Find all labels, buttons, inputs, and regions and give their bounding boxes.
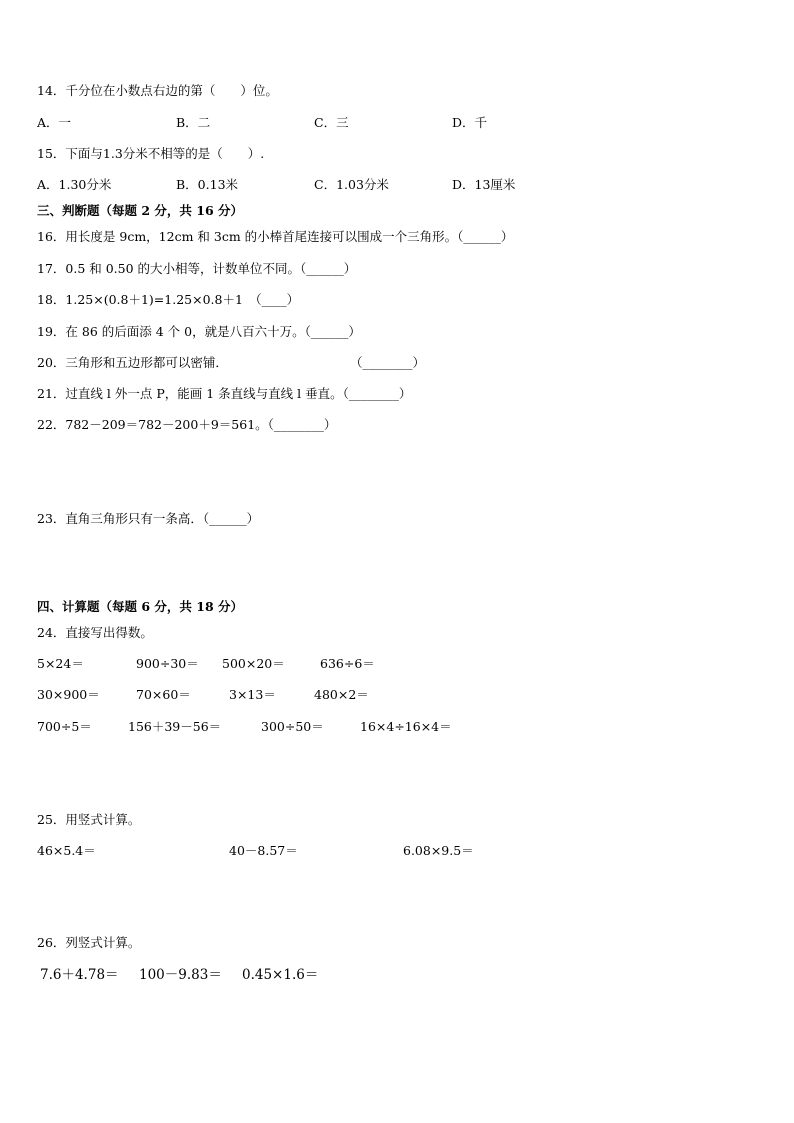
question-25-stem: 25．用竖式计算。 (37, 812, 141, 827)
question-15-option-d: D．13厘米 (452, 177, 516, 192)
question-14-option-c: C．三 (314, 115, 349, 130)
question-22: 22．782－209＝782－200＋9＝561。（________） (37, 417, 337, 432)
question-17: 17．0.5 和 0.50 的大小相等，计数单位不同。（______） (37, 261, 357, 276)
question-14-option-d: D．千 (452, 115, 488, 130)
q24-problem: 70×60＝ (136, 687, 191, 702)
section-4-heading: 四、计算题（每题 6 分，共 18 分） (37, 599, 244, 614)
question-21: 21．过直线 l 外一点 P，能画 1 条直线与直线 l 垂直。（________） (37, 386, 412, 401)
question-23: 23．直角三角形只有一条高．（______） (37, 511, 260, 526)
q25-problem: 46×5.4＝ (37, 843, 96, 858)
question-15-option-a: A．1.30分米 (37, 177, 112, 192)
question-15-option-b: B．0.13米 (176, 177, 239, 192)
question-19: 19．在 86 的后面添 4 个 0，就是八百六十万。（______） (37, 324, 361, 339)
q24-problem: 300÷50＝ (261, 719, 324, 734)
section-3-heading: 三、判断题（每题 2 分，共 16 分） (37, 203, 244, 218)
q25-problem: 6.08×9.5＝ (403, 843, 474, 858)
q25-problem: 40－8.57＝ (229, 843, 298, 858)
question-20-answer-blank: （________） (350, 355, 426, 370)
q24-problem: 700÷5＝ (37, 719, 92, 734)
q24-problem: 500×20＝ (222, 656, 285, 671)
question-18: 18．1.25×(0.8＋1)=1.25×0.8＋1 （____） (37, 292, 300, 307)
q24-problem: 156＋39－56＝ (128, 719, 222, 734)
q24-problem: 636÷6＝ (320, 656, 375, 671)
question-26-stem: 26．列竖式计算。 (37, 935, 141, 950)
question-14-option-b: B．二 (176, 115, 211, 130)
q24-problem: 900÷30＝ (136, 656, 199, 671)
question-15-option-c: C．1.03分米 (314, 177, 389, 192)
q24-problem: 3×13＝ (229, 687, 276, 702)
q26-problem: 0.45×1.6＝ (242, 967, 319, 983)
q24-problem: 16×4÷16×4＝ (360, 719, 452, 734)
question-15-stem: 15．下面与1.3分米不相等的是（ ）. (37, 146, 265, 161)
question-24-stem: 24．直接写出得数。 (37, 625, 153, 640)
q24-problem: 30×900＝ (37, 687, 100, 702)
question-14-option-a: A．一 (37, 115, 72, 130)
q26-problem: 7.6＋4.78＝ (40, 967, 119, 983)
question-14-stem: 14．千分位在小数点右边的第（ ）位。 (37, 83, 278, 98)
q26-problem: 100－9.83＝ (139, 967, 222, 983)
q24-problem: 5×24＝ (37, 656, 84, 671)
q24-problem: 480×2＝ (314, 687, 369, 702)
question-20: 20．三角形和五边形都可以密铺． (37, 355, 228, 370)
question-16: 16．用长度是 9cm，12cm 和 3cm 的小棒首尾连接可以围成一个三角形。（______） (37, 229, 514, 244)
